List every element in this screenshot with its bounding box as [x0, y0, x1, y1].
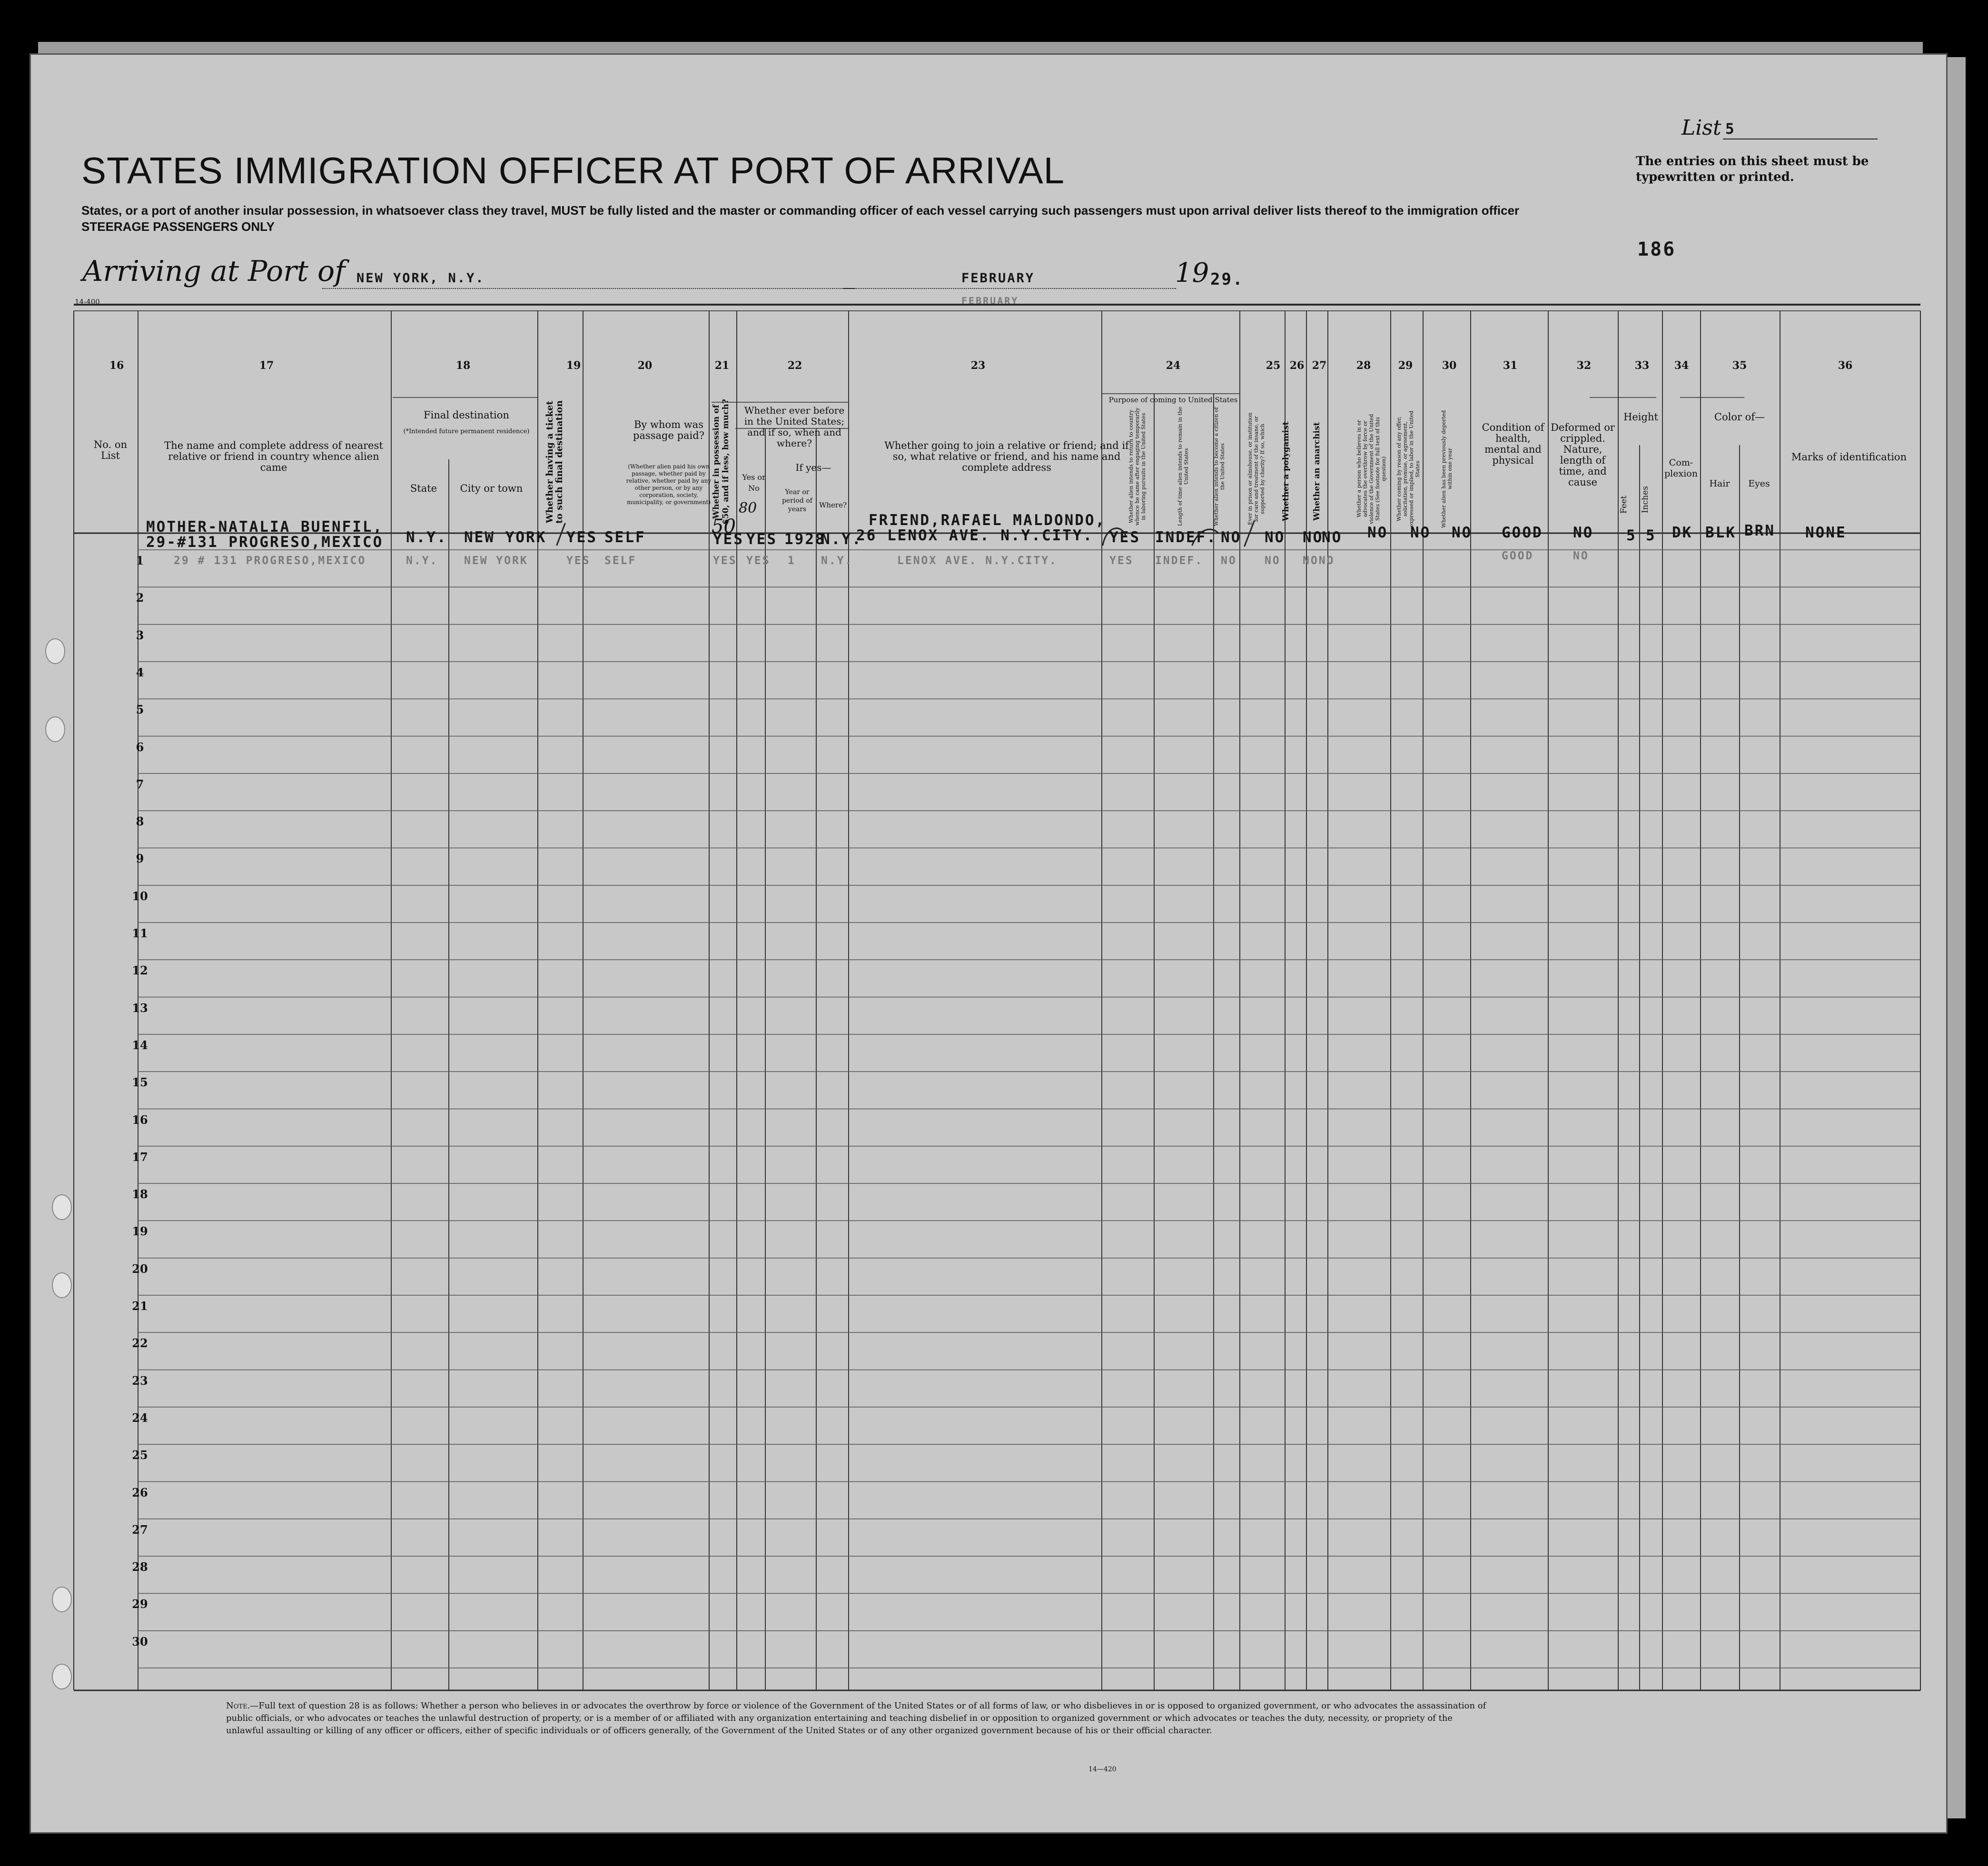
column-number: 28	[1356, 359, 1371, 372]
header-hair: Hair	[1709, 478, 1730, 489]
entry-complexion: DK	[1672, 524, 1693, 541]
row-number: 10	[132, 889, 148, 903]
footnote-label: Note.	[226, 1701, 250, 1711]
ghost-return-country: YES	[1109, 555, 1134, 567]
column-number: 29	[1398, 359, 1413, 372]
column-number: 16	[109, 359, 124, 372]
header-state: State	[410, 483, 437, 494]
column-number: 19	[566, 359, 581, 372]
column-number: 33	[1634, 359, 1650, 372]
header-health: Condition of health, mental and physical	[1482, 422, 1544, 466]
row-number: 17	[132, 1150, 148, 1164]
row-number: 26	[132, 1485, 148, 1499]
header-q29: Whether coming by reason of any offer, solicitation, promise, or agreement, expressed or implied, to labor in the United States	[1396, 410, 1421, 527]
ghost-health: GOOD	[1502, 550, 1534, 562]
handwritten-check-marks	[31, 55, 1949, 1835]
entry-q30: NO	[1452, 524, 1473, 541]
row-number: 22	[132, 1336, 148, 1350]
header-final-destination: Final destination	[424, 409, 509, 421]
header-eyes: Eyes	[1748, 478, 1770, 489]
entry-feet: 5	[1626, 527, 1637, 544]
header-where: Where?	[819, 501, 847, 509]
ghost-polygamist-anarchist: NONO	[1303, 555, 1335, 567]
page-number: 186	[1637, 238, 1676, 260]
entry-anarchist: NO	[1322, 529, 1343, 546]
row-number: 5	[136, 703, 144, 717]
entry-joining-line2: 26 LENOX AVE. N.Y.CITY.	[856, 527, 1094, 544]
entry-deformed: NO	[1573, 524, 1594, 541]
header-q28: Whether a person who believes in or advocates the overthrow by force or violence of the Government of the United States (See footnote for full text of this question)	[1356, 414, 1387, 524]
row-number: 25	[132, 1448, 148, 1462]
arriving-label: Arriving at Port of	[82, 255, 346, 288]
form-code-top: 14-400	[75, 298, 100, 306]
header-purpose-c: Whether alien intends to become a citizen of the United States	[1213, 407, 1226, 526]
ghost-relative: 29 # 131 PROGRESO,MEXICO	[174, 555, 366, 567]
form-code-bottom: 14—420	[1088, 1766, 1117, 1773]
entry-joining-line1: FRIEND,RAFAEL MALDONDO,	[869, 512, 1106, 529]
row-number: 21	[132, 1299, 148, 1313]
entry-q28: NO	[1367, 524, 1388, 541]
row-number: 8	[136, 814, 144, 829]
row-number: 19	[132, 1224, 148, 1239]
header-no-on-list: No. on List	[93, 439, 128, 461]
header-city: City or town	[460, 483, 523, 494]
ghost-become-citizen: NO	[1221, 555, 1237, 567]
row-number: 30	[132, 1634, 148, 1648]
entry-hair: BLK	[1705, 524, 1736, 541]
header-marks: Marks of identification	[1791, 451, 1907, 463]
row-number: 6	[136, 740, 144, 754]
entry-polygamist: NO	[1303, 529, 1324, 546]
year-suffix: 29.	[1210, 270, 1244, 289]
column-number: 34	[1674, 359, 1689, 372]
header-anarchist: Whether an anarchist	[1312, 422, 1322, 521]
instructions-line1: States, or a port of another insular possession, in whatsoever class they travel, MUST be fully listed and the master or commanding officer of each vessel carrying such passengers must upon arrival deliver lists thereof to the immigration officer	[81, 203, 1520, 218]
row-number: 23	[132, 1373, 148, 1388]
year-prefix: 19	[1175, 258, 1209, 288]
form-title: STATES IMMIGRATION OFFICER AT PORT OF ARRIVAL	[81, 149, 1065, 191]
month-ghost: FEBRUARY	[961, 295, 1019, 307]
column-number: 21	[714, 359, 730, 372]
ghost-money: YES	[713, 555, 737, 567]
month-value: FEBRUARY	[961, 271, 1035, 286]
row-number: 3	[136, 628, 144, 642]
ghost-year: 1	[788, 555, 796, 567]
header-feet: Feet	[1619, 496, 1629, 514]
column-number: 22	[787, 359, 802, 372]
footnote-text: —Full text of question 28 is as follows: Whether a person who believes in or advocates the overthrow by force or violence of the Government of the United States or of all forms of law, or who disbelieves in or is opposed to organized government, or who advocates the assassination of public officials, or who advocates or teaches the unlawful destruction of property, or is a member of or affiliated with any organization entertaining and teaching disbelief in or opposition to organized government or which advocates or teaches the duty, necessity, or propriety of the unlawful assaulting or killing of any officer or officers, either of specific individuals or of officers generally, of the Government of the United States or of any other organized government because of his or their official character.	[226, 1701, 1486, 1736]
entry-state: N.Y.	[406, 529, 447, 546]
ghost-where: N.Y.	[821, 555, 853, 567]
header-final-destination-note: (*Intended future permanent residence)	[403, 428, 530, 435]
column-number: 36	[1838, 359, 1853, 372]
entry-city: NEW YORK	[464, 529, 547, 546]
entry-health: GOOD	[1502, 524, 1543, 541]
row-number: 11	[132, 926, 148, 940]
header-color-of: Color of—	[1714, 411, 1765, 423]
entry-relative-line2: 29-#131 PROGRESO,MEXICO	[146, 534, 384, 551]
manifest-sheet	[30, 53, 1948, 1834]
row-number: 16	[132, 1112, 148, 1127]
entry-q29: NO	[1410, 524, 1431, 541]
column-number: 23	[970, 359, 986, 372]
header-by-whom-paid: By whom was passage paid?	[633, 419, 704, 441]
ghost-joining: LENOX AVE. N.Y.CITY.	[897, 555, 1058, 567]
header-ticket: Whether having a ticket to such final destination	[544, 400, 564, 524]
header-ever-before: Whether ever before in the United States; and if so, when and where?	[744, 405, 845, 449]
header-joining: Whether going to join a relative or friend; and if so, what relative or friend, and his name and complete address	[884, 440, 1129, 473]
entry-money-handwritten: 50	[712, 516, 736, 537]
column-number: 31	[1503, 359, 1518, 372]
row-number: 14	[132, 1038, 148, 1052]
entry-prison: NO	[1265, 529, 1286, 546]
column-number: 25	[1266, 359, 1281, 372]
row-number: 28	[132, 1560, 148, 1574]
column-number: 30	[1442, 359, 1457, 372]
ghost-city: NEW YORK	[464, 555, 528, 567]
ghost-ever-before: YES	[746, 555, 771, 567]
entry-relative-line1: MOTHER-NATALIA BUENFIL,	[146, 518, 384, 536]
header-deformed: Deformed or crippled. Nature, length of time, and cause	[1551, 422, 1615, 488]
header-if-yes: If yes—	[795, 462, 831, 473]
entry-marks: NONE	[1805, 524, 1847, 541]
header-year-or-period: Year or period of years	[782, 488, 812, 513]
header-prison: Ever in prison or almshouse, or institution for care and treatment of the insane, or supported by charity? If so, which	[1247, 412, 1266, 526]
list-label: List	[1681, 116, 1721, 140]
entry-eyes: BRN	[1744, 522, 1775, 539]
entry-ever-before: YES	[746, 531, 777, 548]
row-number: 27	[132, 1522, 148, 1537]
column-number: 26	[1289, 359, 1305, 372]
column-number: 24	[1166, 359, 1181, 372]
row-number: 20	[132, 1261, 148, 1276]
entry-year: 1928	[784, 531, 826, 548]
column-number: 17	[259, 359, 274, 372]
entry-paid-by: SELF	[604, 529, 646, 546]
header-purpose-a: Whether alien intends to return to country whence he came after engaging temporarily in laboring pursuits in the United States	[1128, 407, 1147, 526]
header-yes-or-no: Yes or No	[742, 473, 766, 493]
entry-inches: 5	[1646, 527, 1656, 544]
ghost-length-of-stay: INDEF.	[1155, 555, 1204, 567]
entry-become-citizen: NO	[1221, 529, 1242, 546]
typewritten-notice: The entries on this sheet must be typewritten or printed.	[1636, 154, 1869, 184]
entry-ticket: YES	[566, 529, 597, 546]
column-number: 27	[1312, 359, 1327, 372]
header-complexion: Com-plexion	[1664, 457, 1698, 479]
row-number: 2	[136, 591, 144, 605]
column-number: 18	[455, 359, 471, 372]
header-nearest-relative: The name and complete address of nearest relative or friend in country whence alien came	[164, 440, 383, 473]
row-number: 29	[132, 1597, 148, 1611]
column-number: 32	[1576, 359, 1592, 372]
row-number: 15	[132, 1075, 148, 1090]
ghost-state: N.Y.	[406, 555, 438, 567]
row-number: 12	[132, 963, 148, 978]
header-purpose-b: Length of time alien intends to remain in the United States	[1177, 407, 1189, 526]
header-q30: Whether alien has been previously deported within one year	[1441, 410, 1453, 528]
row-number: 24	[132, 1410, 148, 1425]
row-number: 9	[136, 852, 144, 866]
row-number: 4	[136, 665, 144, 679]
entry-where: N.Y.	[821, 531, 862, 548]
port-value: NEW YORK, N.Y.	[356, 271, 485, 286]
row-number: 7	[136, 777, 144, 791]
entry-money: YES	[713, 531, 744, 548]
header-money: Whether in possession of $50, and if less, how much?	[712, 399, 731, 525]
entry-return-country: YES	[1109, 529, 1140, 546]
ghost-prison: NO	[1265, 555, 1281, 567]
header-height: Height	[1623, 411, 1658, 423]
footnote	[226, 1700, 1487, 1737]
header-by-whom-paid-note: (Whether alien paid his own passage, whether paid by relative, whether paid by any other person, or by any corporation, society, municipality, or government)	[626, 463, 712, 506]
row-number: 13	[132, 1001, 148, 1015]
ghost-paid-by: SELF	[604, 555, 637, 567]
entry-length-of-stay: INDEF.	[1155, 529, 1217, 546]
header-purpose: Purpose of coming to United States	[1108, 396, 1238, 404]
header-polygamist: Whether a polygamist	[1281, 421, 1291, 521]
row-number: 1	[136, 554, 144, 567]
header-inches: Inches	[1641, 486, 1650, 514]
ghost-deformed: NO	[1573, 550, 1589, 562]
column-number: 35	[1732, 359, 1747, 372]
column-number: 20	[637, 359, 653, 372]
entry-money-handwritten-2: 80	[739, 500, 757, 516]
instructions-line2: STEERAGE PASSENGERS ONLY	[81, 219, 275, 234]
ghost-ticket: YES	[566, 555, 591, 567]
row-number: 18	[132, 1187, 148, 1201]
list-number: 5	[1725, 120, 1736, 138]
